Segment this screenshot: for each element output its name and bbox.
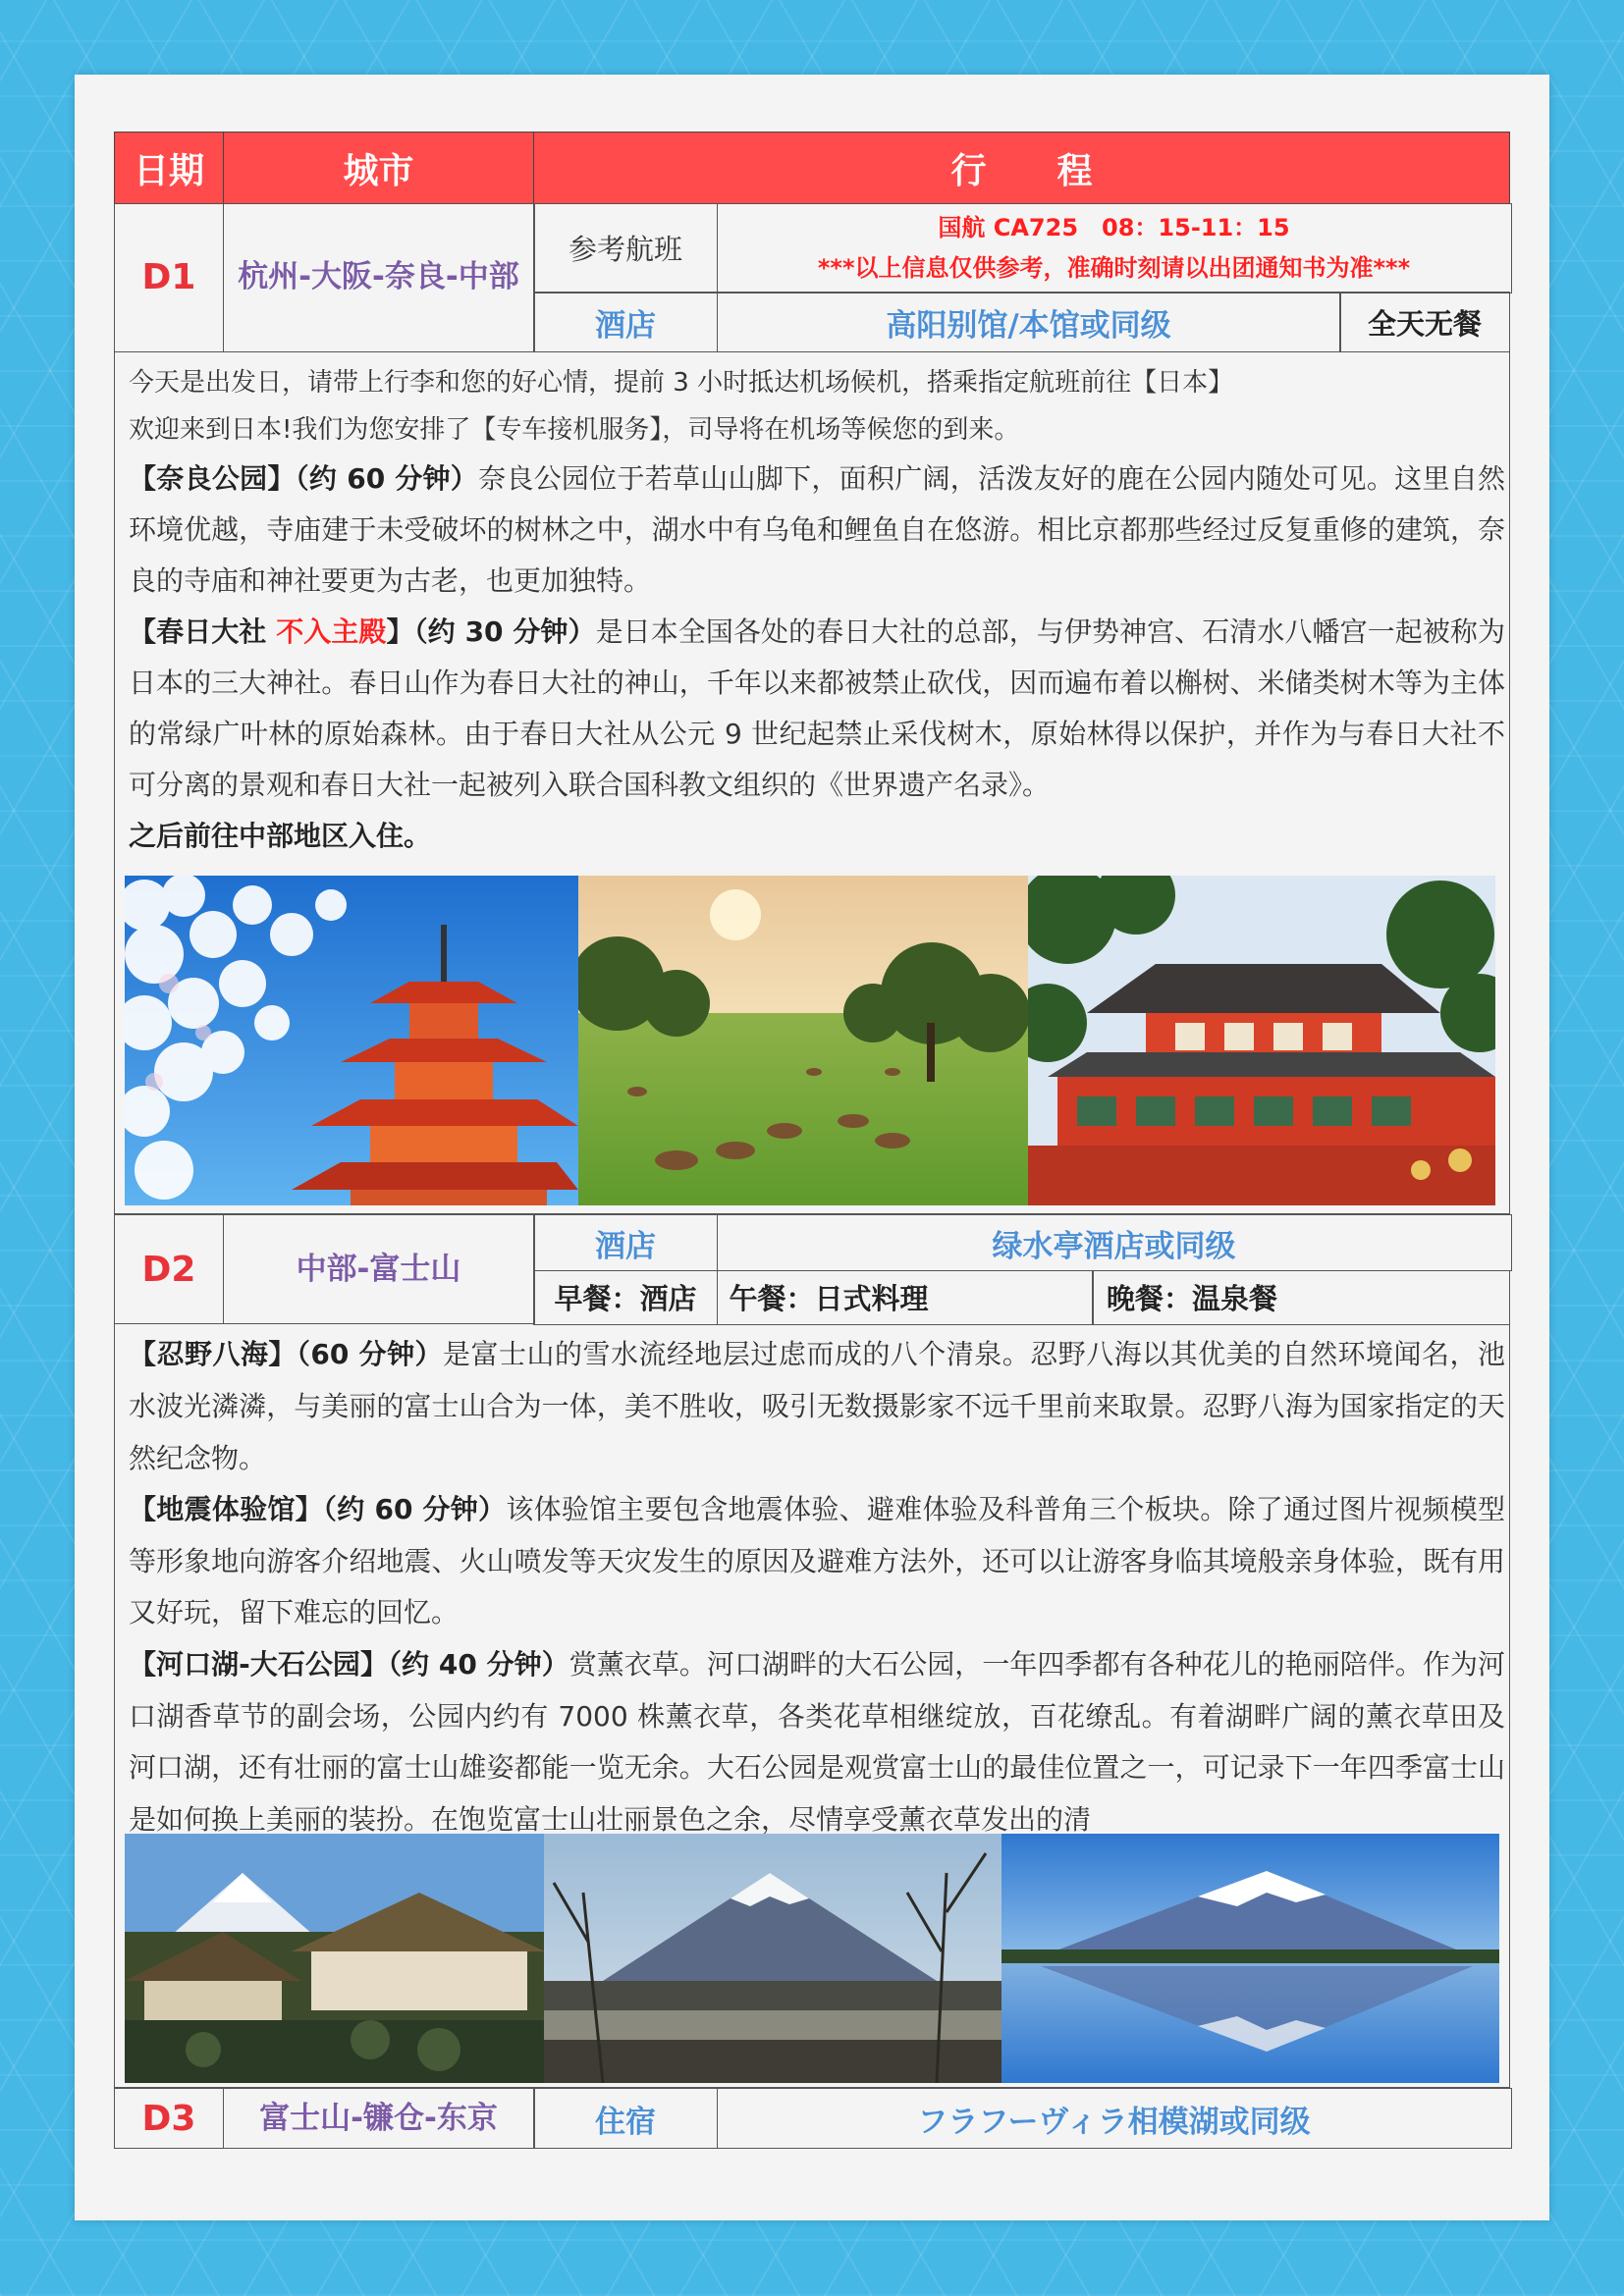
d2-breakfast: 早餐：酒店 bbox=[533, 1270, 718, 1325]
d1-kasuga-title-red: 不入主殿 bbox=[276, 614, 387, 648]
nara-deer-park-photo bbox=[578, 876, 1028, 1205]
header-city: 城市 bbox=[223, 132, 535, 204]
d2-hotel-label: 酒店 bbox=[533, 1214, 718, 1271]
d2-oshino-title: 【忍野八海】（60 分钟） bbox=[129, 1338, 444, 1371]
d1-flight: 国航 CA725 08：15-11：15 bbox=[938, 213, 1290, 241]
itinerary-table bbox=[114, 132, 1510, 2148]
d1-flight-note: ***以上信息仅供参考，准确时刻请以出团通知书为准*** bbox=[817, 253, 1411, 282]
d2-description bbox=[114, 1323, 1510, 1834]
d2-city: 中部-富士山 bbox=[223, 1214, 535, 1324]
d1-meals: 全天无餐 bbox=[1339, 292, 1510, 352]
d3-hotel: フラフーヴィラ相模湖或同级 bbox=[717, 2088, 1512, 2149]
d3-info bbox=[114, 2087, 1510, 2148]
d2-dinner: 晚餐：温泉餐 bbox=[1092, 1270, 1510, 1325]
d1-flight-info bbox=[717, 203, 1512, 294]
kasuga-shrine-photo bbox=[1028, 876, 1495, 1205]
d2-lunch: 午餐：日式料理 bbox=[717, 1270, 1094, 1325]
d1-flight-label: 参考航班 bbox=[533, 203, 718, 294]
d2-oshino-text: 是富士山的雪水流经地层过虑而成的八个清泉。忍野八海以其优美的自然环境闻名，池水波光潾潾，与美丽的富士山合为一体，美不胜收，吸引无数摄影家不远千里前来取景。忍野八海为国家指定的天然纪念物。 bbox=[129, 1338, 1505, 1474]
d1-hotel: 高阳别馆/本馆或同级 bbox=[717, 292, 1341, 352]
d2-quake-title: 【地震体验馆】（约 60 分钟） bbox=[129, 1493, 507, 1526]
d2-paragraph-quake bbox=[129, 1484, 1505, 1639]
d2-photos bbox=[114, 1834, 1510, 2087]
d1-day: D1 bbox=[114, 203, 224, 352]
table-header bbox=[114, 132, 1510, 203]
d2-info bbox=[114, 1213, 1510, 1323]
d2-hotel: 绿水亭酒店或同级 bbox=[717, 1214, 1512, 1271]
d2-quake-text: 该体验馆主要包含地震体验、避难体验及科普角三个板块。除了通过图片视频模型等形象地向游客介绍地震、火山喷发等天灾发生的原因及避难方法外，还可以让游客身临其境般亲身体验，既有用又好玩，留下难忘的回忆。 bbox=[129, 1493, 1505, 1629]
header-date: 日期 bbox=[114, 132, 224, 204]
d1-kasuga-title-b: 】（约 30 分钟） bbox=[386, 614, 596, 648]
d1-nara-title: 【奈良公园】（约 60 分钟） bbox=[129, 461, 479, 495]
d1-paragraph-kasuga bbox=[129, 607, 1505, 811]
d1-nara-text: 奈良公园位于若草山山脚下，面积广阔，活泼友好的鹿在公园内随处可见。这里自然环境优越，寺庙建于未受破坏的树林之中，湖水中有乌龟和鲤鱼自在悠游。相比京都那些经过反复重修的建筑，奈良的寺庙和神社要更为古老，也更加独特。 bbox=[129, 461, 1505, 597]
d1-paragraph-2: 欢迎来到日本!我们为您安排了【专车接机服务】，司导将在机场等候您的到来。 bbox=[129, 414, 1020, 445]
oshino-village-photo bbox=[125, 1834, 544, 2083]
d3-hotel-label: 住宿 bbox=[533, 2088, 718, 2149]
fuji-lake-reflection-photo bbox=[1001, 1834, 1499, 2083]
d1-info bbox=[114, 203, 1510, 351]
d1-description bbox=[114, 351, 1510, 867]
header-itinerary: 行 程 bbox=[533, 132, 1510, 204]
d2-oishi-title: 【河口湖-大石公园】（约 40 分钟） bbox=[129, 1648, 569, 1682]
d3-city: 富士山-镰仓-东京 bbox=[223, 2088, 535, 2149]
d1-hotel-label: 酒店 bbox=[533, 292, 718, 352]
d1-paragraph-5: 之后前往中部地区入住。 bbox=[129, 820, 432, 853]
d3-day: D3 bbox=[114, 2088, 224, 2149]
d2-oishi-text: 赏薰衣草。河口湖畔的大石公园，一年四季都有各种花儿的艳丽陪伴。作为河口湖香草节的副会场，公园内约有 7000 株薰衣草，各类花草相继绽放，百花缭乱。有着湖畔广阔的薰衣草田及河口湖，还有壮丽的富士山雄姿都能一览无余。大石公园是观赏富士山的最佳位置之一，可记录下一年四季富士山是如何换上美丽的装扮。在饱览富士山壮丽景色之余，尽情享受薰衣草发出的清 bbox=[129, 1648, 1505, 1835]
d1-city: 杭州-大阪-奈良-中部 bbox=[223, 203, 535, 352]
d2-paragraph-oishi bbox=[129, 1639, 1505, 1834]
d1-photos bbox=[114, 866, 1510, 1213]
d1-paragraph-1: 今天是出发日，请带上行李和您的好心情，提前 3 小时抵达机场候机，搭乘指定航班前往【日本】 bbox=[129, 367, 1234, 398]
d2-day: D2 bbox=[114, 1214, 224, 1324]
d2-paragraph-oshino bbox=[129, 1329, 1505, 1484]
d1-kasuga-title-a: 【春日大社 bbox=[129, 614, 277, 648]
fuji-river-photo bbox=[544, 1834, 1001, 2083]
d1-kasuga-text: 是日本全国各处的春日大社的总部，与伊势神宫、石清水八幡宫一起被称为日本的三大神社。春日山作为春日大社的神山，千年以来都被禁止砍伐，因而遍布着以槲树、米储类树木等为主体的常绿广叶林的原始森林。由于春日大社从公元 9 世纪起禁止采伐树木，原始林得以保护，并作为与春日大社不可分离的景观和春日大社一起被列入联合国科教文组织的《世界遗产名录》。 bbox=[129, 614, 1505, 802]
d1-paragraph-nara bbox=[129, 454, 1505, 607]
pagoda-sakura-photo bbox=[125, 876, 578, 1205]
